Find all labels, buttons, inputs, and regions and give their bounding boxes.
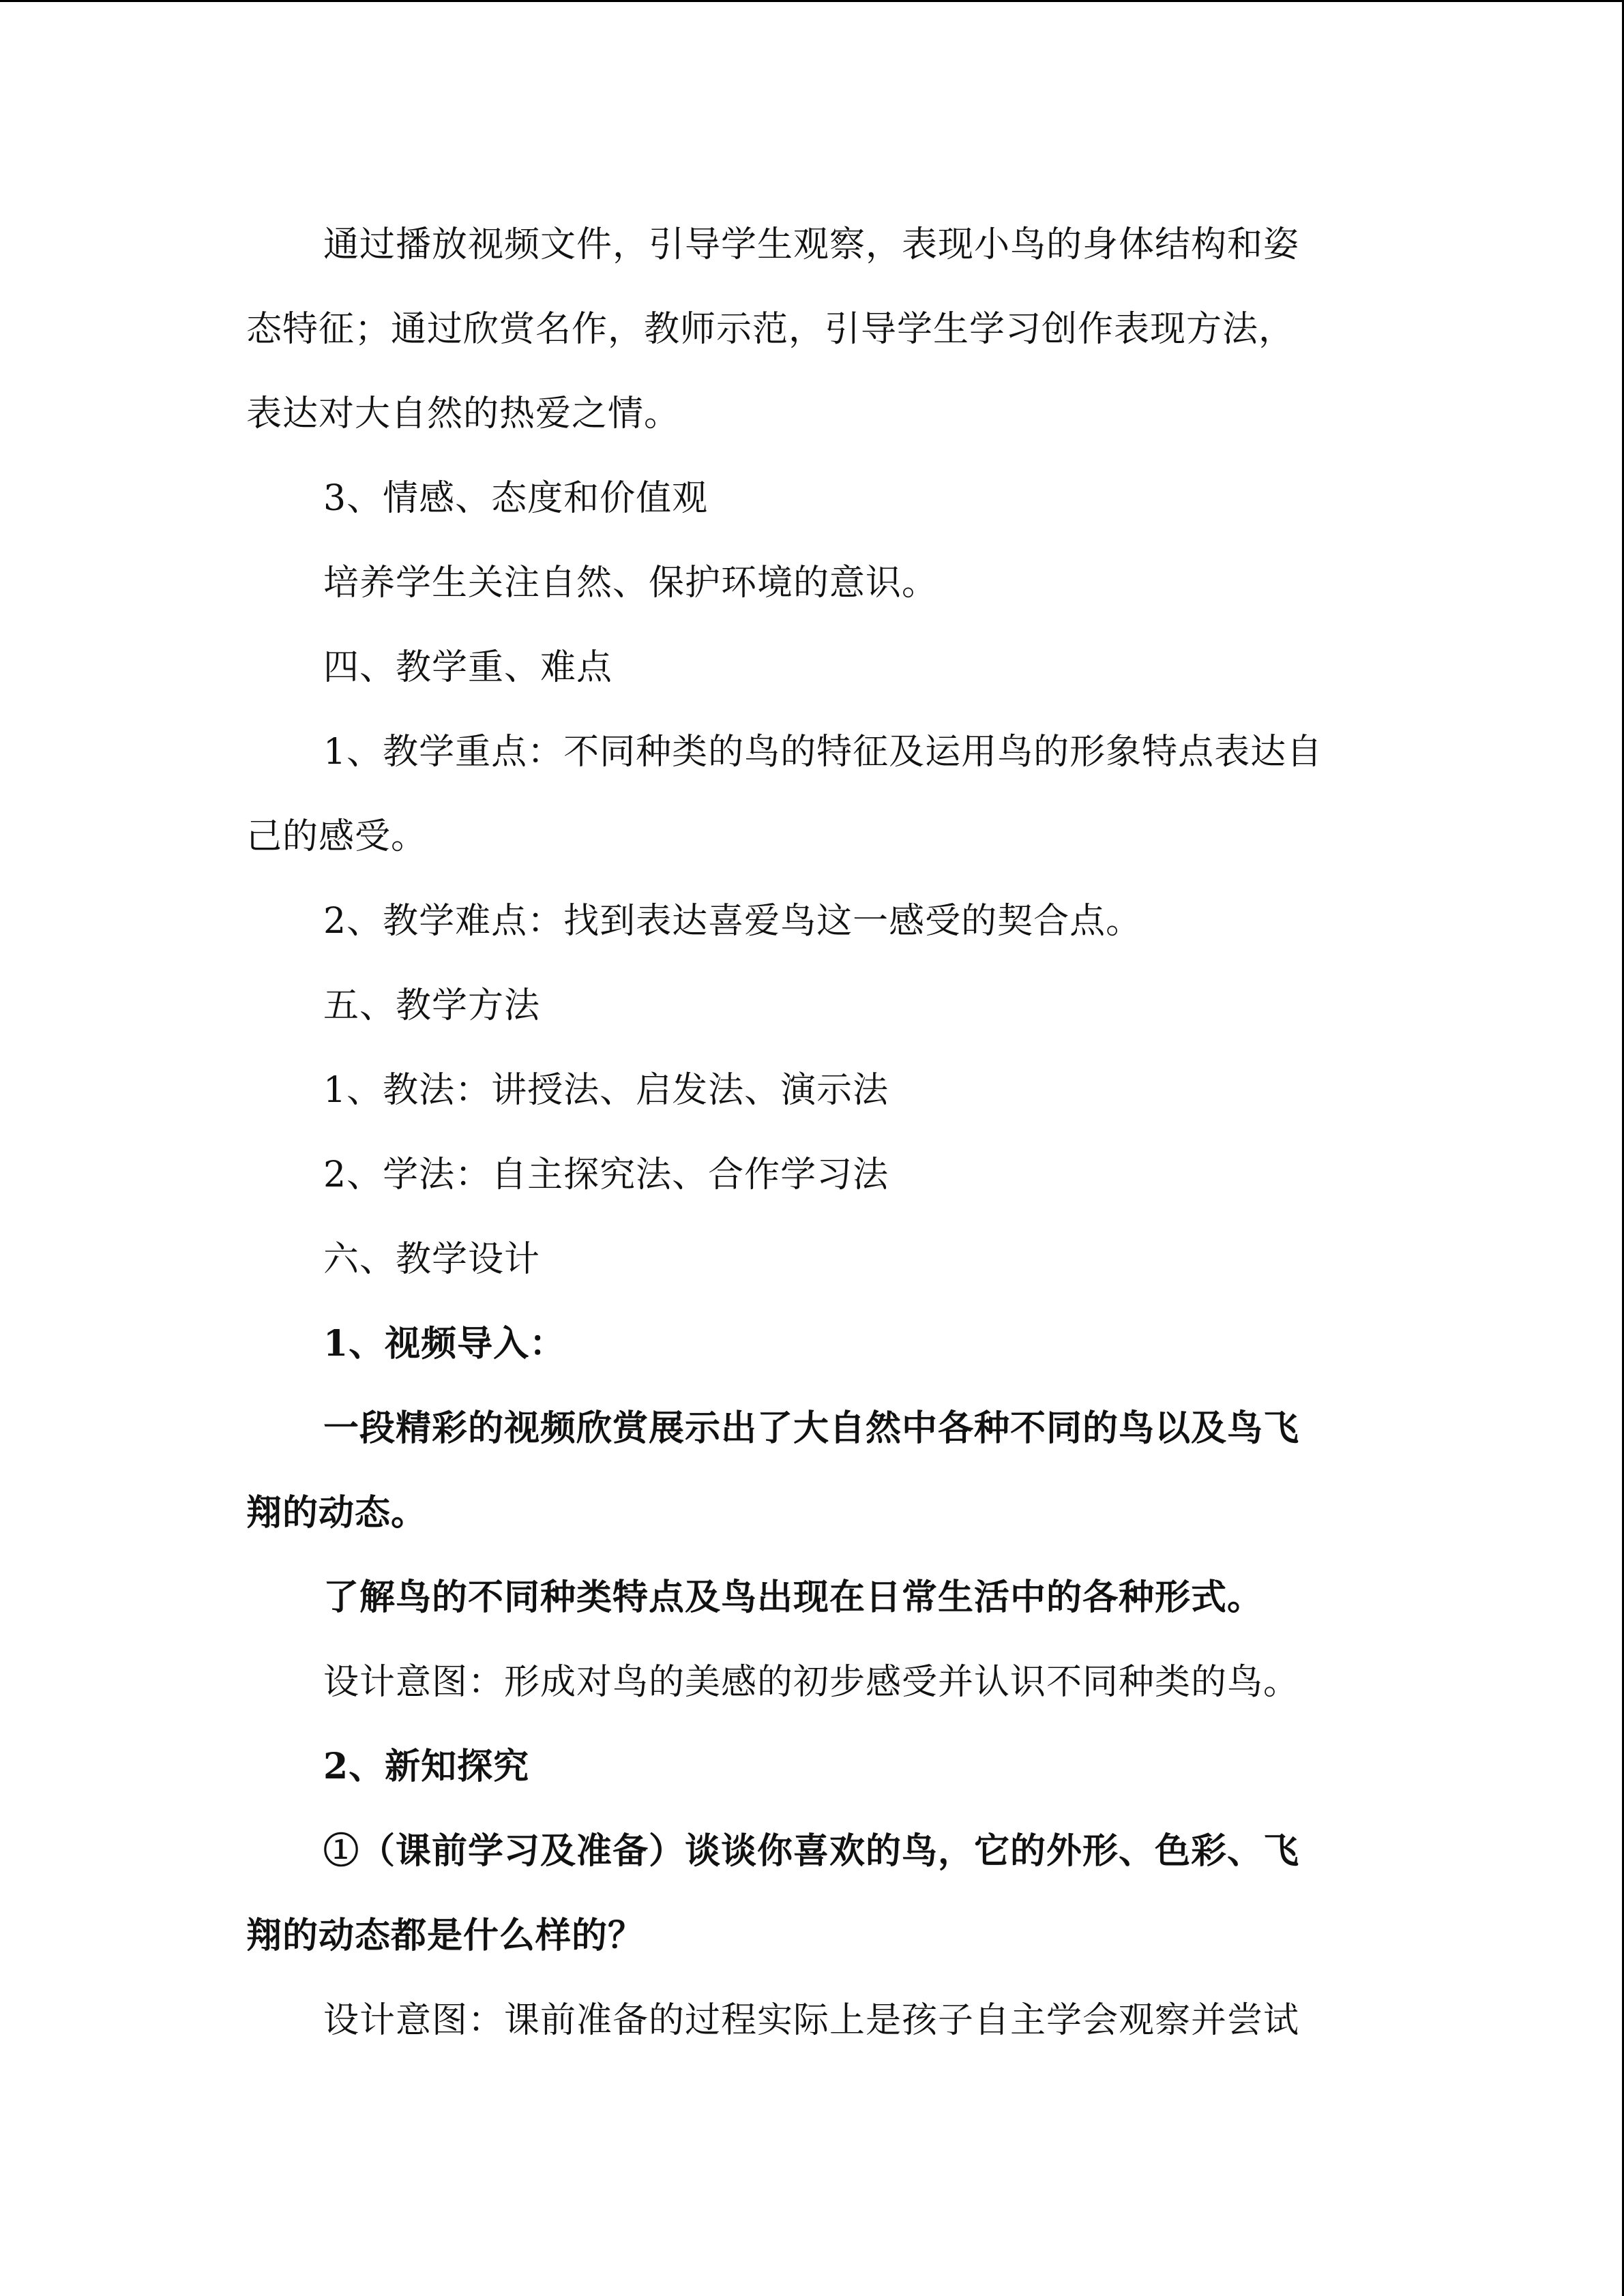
text-line-16: 翔的动态。: [246, 1492, 428, 1534]
text-line-3: 表达对大自然的热爱之情。: [246, 393, 681, 434]
text-line-19: 2、新知探究: [323, 1746, 530, 1787]
text-line-1: 通过播放视频文件，引导学生观察，表现小鸟的身体结构和姿: [323, 224, 1300, 265]
heading-key-points: 四、教学重、难点: [323, 647, 613, 688]
text-line-21: 翔的动态都是什么样的？: [246, 1915, 645, 1956]
text-line-18: 设计意图：形成对鸟的美感的初步感受并认识不同种类的鸟。: [323, 1662, 1300, 1703]
text-line-2: 态特征；通过欣赏名作，教师示范，引导学生学习创作表现方法，: [246, 309, 1295, 350]
text-line-14: 1、视频导入：: [323, 1323, 566, 1365]
text-line-7: 1、教学重点：不同种类的鸟的特征及运用鸟的形象特点表达自: [323, 732, 1323, 773]
text-line-5: 培养学生关注自然、保护环境的意识。: [323, 563, 939, 603]
text-line-4: 3、情感、态度和价值观: [323, 478, 709, 519]
text-line-11: 1、教法：讲授法、启发法、演示法: [323, 1070, 889, 1111]
heading-methods: 五、教学方法: [323, 985, 541, 1026]
text-line-15: 一段精彩的视频欣赏展示出了大自然中各种不同的鸟以及鸟飞: [323, 1407, 1300, 1449]
text-line-8: 己的感受。: [246, 816, 428, 857]
heading-design: 六、教学设计: [323, 1239, 541, 1280]
text-line-12: 2、学法：自主探究法、合作学习法: [323, 1154, 889, 1195]
text-line-20: ①（课前学习及准备）谈谈你喜欢的鸟，它的外形、色彩、飞: [323, 1830, 1300, 1872]
text-line-17: 了解鸟的不同种类特点及鸟出现在日常生活中的各种形式。: [323, 1577, 1264, 1618]
text-line-9: 2、教学难点：找到表达喜爱鸟这一感受的契合点。: [323, 901, 1142, 942]
text-line-22: 设计意图：课前准备的过程实际上是孩子自主学会观察并尝试: [323, 2000, 1300, 2041]
